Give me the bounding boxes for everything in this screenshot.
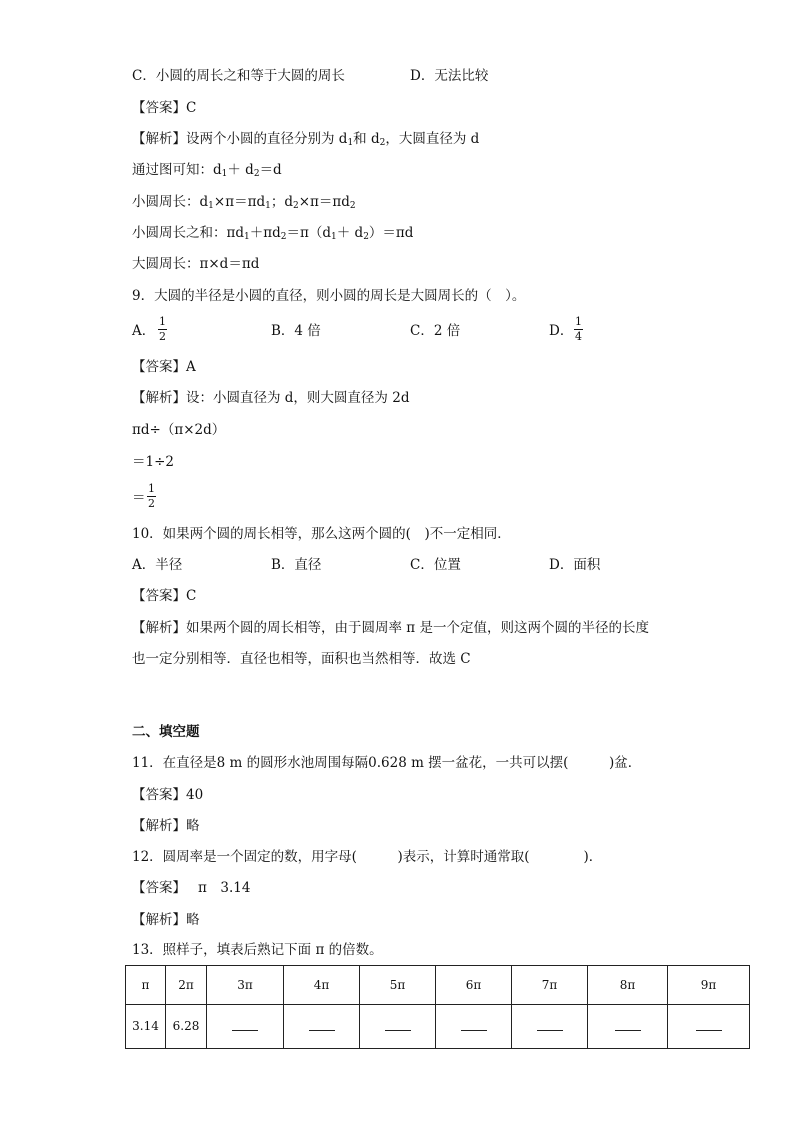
- subscript: 2: [292, 201, 299, 211]
- answer-label: 【答案】: [132, 100, 186, 116]
- analysis-text: 略: [186, 818, 200, 834]
- table-header-row: [126, 966, 750, 1005]
- q12-stem: 12．圆周率是一个固定的数，用字母( )表示，计算时通常取( )．: [132, 849, 603, 865]
- analysis-label: 【解析】: [132, 912, 186, 928]
- math-text: ＋ d: [336, 225, 364, 241]
- analysis-label: 【解析】: [132, 818, 186, 834]
- answer-value: C: [186, 588, 197, 604]
- subscript: 1: [331, 232, 337, 242]
- subscript: 1: [347, 138, 354, 148]
- q10-stem: 10．如果两个圆的周长相等，那么这两个圆的( )不一定相同．: [132, 526, 511, 542]
- table-cell: 5π: [360, 966, 436, 1005]
- table-cell: 3.14: [126, 1004, 166, 1048]
- denominator: 2: [159, 330, 166, 343]
- q8-analysis-line-3: [132, 192, 356, 212]
- q13-stem: 13．照样子，填表后熟记下面 π 的倍数。: [132, 942, 383, 958]
- table-cell-blank[interactable]: [588, 1004, 668, 1048]
- subscript: 1: [244, 232, 250, 242]
- subscript: 2: [379, 138, 386, 148]
- analysis-label: 【解析】: [132, 390, 186, 406]
- table-cell-blank[interactable]: [360, 1004, 436, 1048]
- q9-calc-1: πd÷（π×2d）: [132, 422, 226, 438]
- analysis-text: 和 d: [353, 131, 380, 147]
- math-text: ＋πd: [249, 225, 281, 241]
- analysis-label: 【解析】: [132, 131, 186, 147]
- q9-answer: [132, 357, 196, 377]
- math-text: ×π＝πd: [213, 194, 266, 210]
- numerator: 1: [148, 482, 155, 495]
- q8-analysis-line-4: [132, 223, 413, 243]
- fill-blank[interactable]: [615, 1018, 641, 1031]
- q10-option-c: C．位置: [410, 557, 461, 573]
- q8-option-c: C．小圆的周长之和等于大圆的周长: [132, 68, 345, 84]
- math-text: 小圆周长之和：πd: [132, 225, 245, 241]
- q8-option-d: D．无法比较: [410, 68, 489, 84]
- q9-option-a-fraction: [158, 316, 167, 343]
- q9-stem: 9．大圆的半径是小圆的直径，则小圆的周长是大圆周长的（ ）。: [132, 288, 526, 304]
- table-cell: 3π: [207, 966, 284, 1005]
- q8-analysis: [132, 129, 479, 149]
- q12-answer: [132, 878, 250, 898]
- answer-label: 【答案】: [132, 359, 186, 375]
- analysis-label: 【解析】: [132, 620, 186, 636]
- numerator: 1: [575, 315, 582, 328]
- section-title: 二、填空题: [132, 724, 200, 740]
- subscript: 2: [363, 232, 369, 242]
- q9-option-d-fraction: [574, 316, 583, 343]
- answer-label: 【答案】: [132, 787, 186, 803]
- denominator: 2: [148, 497, 155, 510]
- math-text: 通过图可知：d: [132, 162, 222, 178]
- q11-answer: [132, 785, 203, 805]
- q10-analysis: [132, 618, 649, 638]
- math-text: ＝d: [259, 162, 282, 178]
- math-text: ＝π（d: [286, 225, 332, 241]
- answer-value: π 3.14: [198, 880, 251, 896]
- math-text: ＋ d: [227, 162, 254, 178]
- q12-analysis: [132, 910, 200, 930]
- q10-answer: [132, 586, 196, 606]
- pi-multiples-table: [125, 965, 750, 1049]
- fill-blank[interactable]: [461, 1018, 487, 1031]
- q9-option-b: B．4 倍: [271, 323, 321, 339]
- analysis-text: ，大圆直径为 d: [385, 131, 480, 147]
- subscript: 1: [221, 169, 228, 179]
- fill-blank[interactable]: [232, 1018, 258, 1031]
- analysis-text: 如果两个圆的周长相等，由于圆周率 π 是一个定值，则这两个圆的半径的长度: [186, 620, 649, 636]
- math-text: ；d: [270, 194, 293, 210]
- q8-analysis-line-2: [132, 160, 282, 180]
- fill-blank[interactable]: [537, 1018, 563, 1031]
- subscript: 1: [208, 201, 214, 211]
- q9-option-a-prefix: A．: [132, 323, 156, 339]
- table-value-row: [126, 1004, 750, 1048]
- numerator: 1: [159, 315, 166, 328]
- table-cell: 8π: [588, 966, 668, 1005]
- math-text: ）＝πd: [368, 225, 414, 241]
- table-cell: 2π: [166, 966, 207, 1005]
- subscript: 2: [280, 232, 287, 242]
- table-cell-blank[interactable]: [284, 1004, 360, 1048]
- fill-blank[interactable]: [309, 1018, 335, 1031]
- table-cell: 6π: [436, 966, 512, 1005]
- q10-option-d: D．面积: [549, 557, 601, 573]
- q9-calc-3-fraction: [147, 483, 156, 510]
- table-cell-blank[interactable]: [207, 1004, 284, 1048]
- q9-option-d-prefix: D．: [549, 323, 574, 339]
- table-cell: π: [126, 966, 166, 1005]
- analysis-text: 设两个小圆的直径分别为 d: [186, 131, 348, 147]
- q9-option-c: C．2 倍: [410, 323, 461, 339]
- answer-value: A: [186, 359, 196, 375]
- q8-answer: [132, 98, 196, 118]
- q10-option-b: B．直径: [271, 557, 322, 573]
- analysis-text: 设：小圆直径为 d，则大圆直径为 2d: [186, 390, 410, 406]
- q8-analysis-line-5: 大圆周长：π×d＝πd: [132, 256, 260, 272]
- answer-value: C: [186, 100, 197, 116]
- q9-calc-2: ＝1÷2: [132, 454, 174, 470]
- subscript: 2: [349, 201, 356, 211]
- math-text: ×π＝πd: [298, 194, 350, 210]
- math-text: 小圆周长：d: [132, 194, 209, 210]
- table-cell: 9π: [668, 966, 750, 1005]
- q9-analysis: [132, 388, 409, 408]
- subscript: 2: [253, 169, 260, 179]
- table-cell: 7π: [512, 966, 588, 1005]
- answer-value: 40: [186, 787, 204, 803]
- q10-option-a: A．半径: [132, 557, 183, 573]
- table-cell: 4π: [284, 966, 360, 1005]
- answer-label: 【答案】: [132, 880, 186, 896]
- answer-label: 【答案】: [132, 588, 186, 604]
- fill-blank[interactable]: [385, 1018, 411, 1031]
- denominator: 4: [575, 330, 582, 343]
- fill-blank[interactable]: [696, 1018, 722, 1031]
- q11-stem: 11．在直径是8 m 的圆形水池周围每隔0.628 m 摆一盆花，一共可以摆( )盆．: [132, 755, 642, 771]
- q11-analysis: [132, 816, 200, 836]
- table-cell-blank[interactable]: [512, 1004, 588, 1048]
- table-cell: 6.28: [166, 1004, 207, 1048]
- table-cell-blank[interactable]: [436, 1004, 512, 1048]
- analysis-text: 略: [186, 912, 200, 928]
- q9-calc-3-prefix: ＝: [132, 490, 146, 506]
- subscript: 1: [265, 201, 271, 211]
- table-cell-blank[interactable]: [668, 1004, 750, 1048]
- q10-analysis-line-2: 也一定分别相等．直径也相等，面积也当然相等．故选 C: [132, 651, 471, 667]
